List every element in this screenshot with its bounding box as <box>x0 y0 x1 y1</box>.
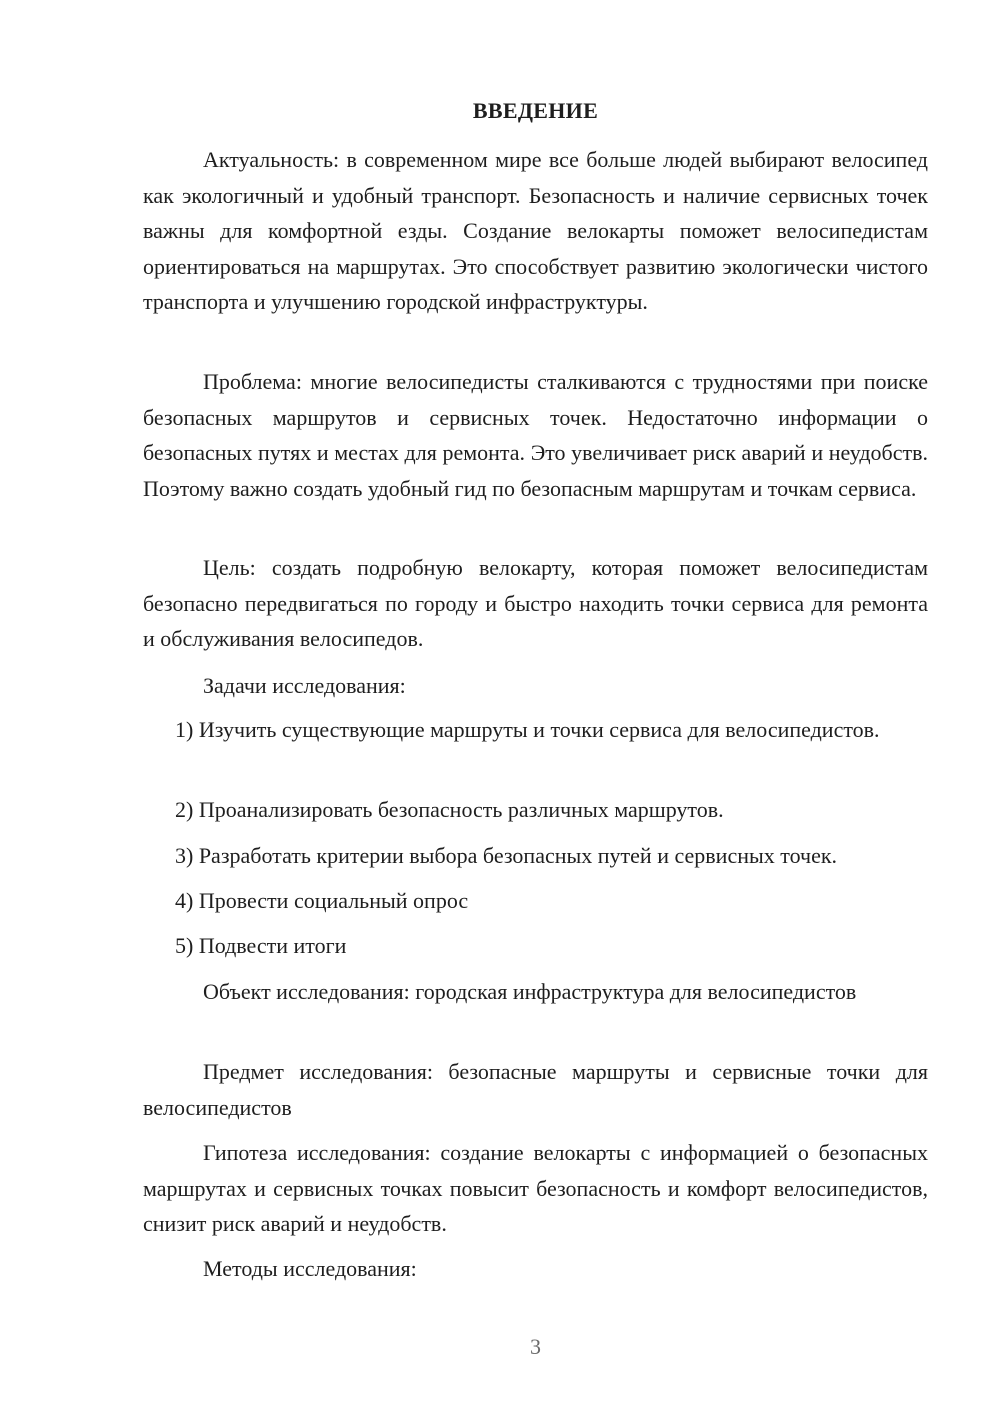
methods-title: Методы исследования: <box>203 1256 417 1281</box>
task-item-3: 3) Разработать критерии выбора безопасных путей и сервисных точек. <box>175 843 838 868</box>
paragraph-subject: Предмет исследования: безопасные маршруты и сервисные точки для велосипедистов <box>143 1059 928 1120</box>
paragraph-object: Объект исследования: городская инфраструктура для велосипедистов <box>203 979 857 1004</box>
section-heading: ВВЕДЕНИЕ <box>472 98 599 123</box>
paragraph-goal: Цель: создать подробную велокарту, которая поможет велосипедистам безопасно передвигаться по городу и быстро находить точки сервиса для ремонта и обслуживания велосипедов. <box>143 555 928 651</box>
task-item-5: 5) Подвести итоги <box>175 933 347 958</box>
page-number: 3 <box>530 1334 541 1359</box>
paragraph-relevance: Актуальность: в современном мире все больше людей выбирают велосипед как экологичный и удобный транспорт. Безопасность и наличие сервисных точек важны для комфортной езды. Создание велокарты поможет велосипедистам ориентироваться на маршрутах. Это способствует развитию экологически чистого транспорта и улучшению городской инфраструктуры. <box>143 147 928 314</box>
task-item-2: 2) Проанализировать безопасность различных маршрутов. <box>175 797 724 822</box>
paragraph-hypothesis: Гипотеза исследования: создание велокарты с информацией о безопасных маршрутах и сервисных точках повысит безопасность и комфорт велосипедистов, снизит риск аварий и неудобств. <box>143 1140 928 1236</box>
paragraph-problem: Проблема: многие велосипедисты сталкиваются с трудностями при поиске безопасных маршрутов и сервисных точек. Недостаточно информации о безопасных путях и местах для ремонта. Это увеличивает риск аварий и неудобств. Поэтому важно создать удобный гид по безопасным маршрутам и точкам сервиса. <box>143 369 928 501</box>
tasks-title: Задачи исследования: <box>203 673 406 698</box>
task-item-4: 4) Провести социальный опрос <box>175 888 469 913</box>
task-item-1: 1) Изучить существующие маршруты и точки сервиса для велосипедистов. <box>175 717 880 742</box>
document-page <box>143 0 928 1414</box>
